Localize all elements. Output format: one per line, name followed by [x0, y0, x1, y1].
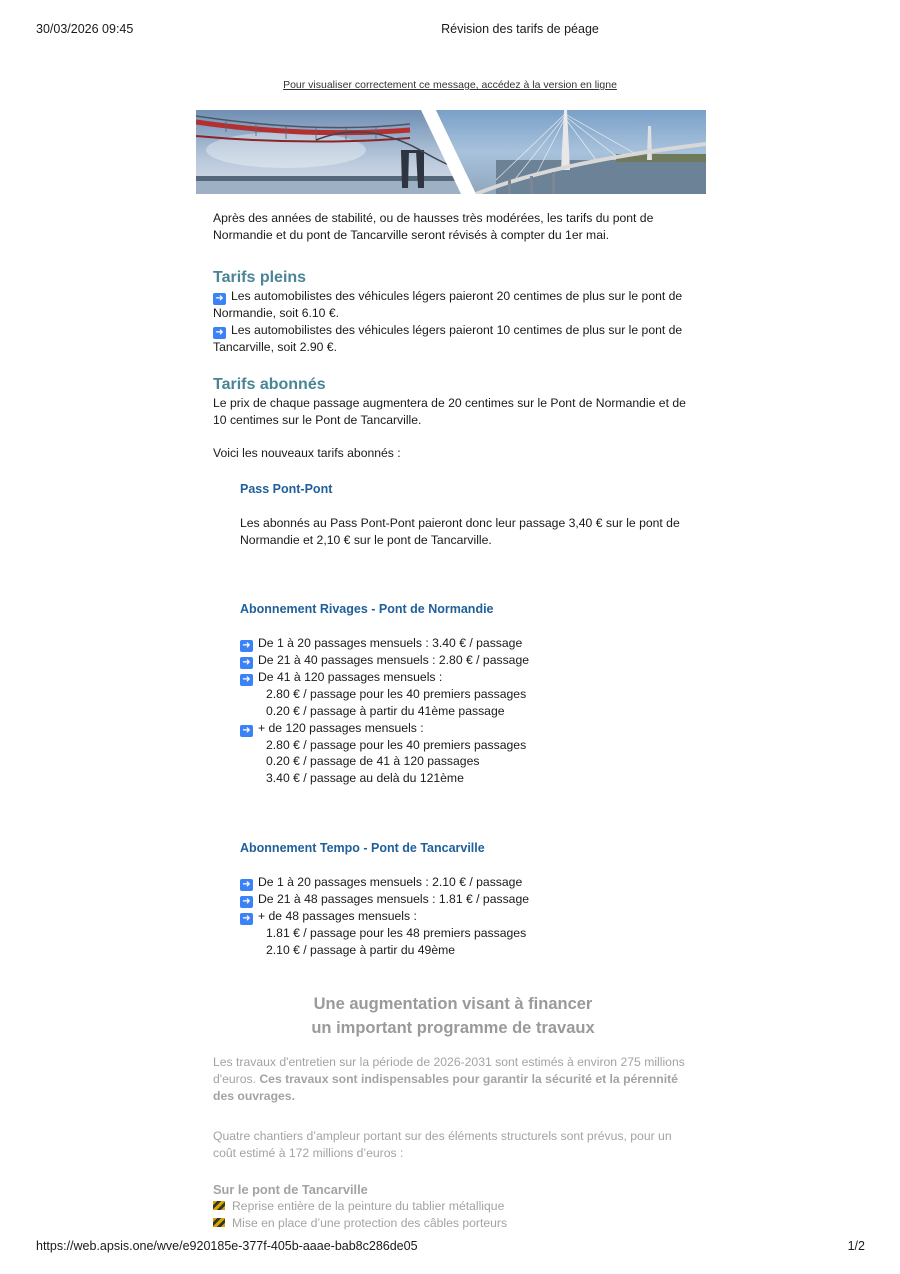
arrow-right-icon: ➜	[240, 725, 253, 737]
tempo-heading: Abonnement Tempo - Pont de Tancarville	[240, 840, 485, 855]
arrow-right-icon: ➜	[213, 293, 226, 305]
pass-pont-text: Les abonnés au Pass Pont-Pont paieront donc leur passage 3,40 € sur le pont de Normandie et 2,10 € sur le pont de Tancarville.	[240, 515, 680, 547]
intro-paragraph: Après des années de stabilité, ou de hausses très modérées, les tarifs du pont de Normandie et du pont de Tancarville seront révisés à compter du 1er mai.	[213, 211, 654, 242]
item-text: Les automobilistes des véhicules légers paieront 20 centimes de plus sur le pont de Normandie, soit 6.10 €.	[213, 289, 683, 321]
email-body	[213, 210, 693, 1232]
item-text: De 21 à 48 passages mensuels : 1.81 € / passage	[258, 891, 530, 906]
arrow-right-icon: ➜	[240, 640, 253, 652]
sub-item: 3.40 € / passage au delà du 121ème	[266, 771, 464, 786]
rivages-list	[240, 635, 693, 787]
item-text: + de 120 passages mensuels :	[258, 720, 424, 735]
list-item	[240, 635, 693, 652]
item-text: Reprise entière de la peinture du tablier métallique	[232, 1199, 505, 1214]
travaux-paragraph	[213, 1054, 693, 1104]
rivages-heading: Abonnement Rivages - Pont de Normandie	[240, 602, 494, 617]
list-item	[240, 652, 693, 669]
item-text: + de 48 passages mensuels :	[258, 908, 417, 923]
arrow-right-icon: ➜	[240, 879, 253, 891]
online-version-link[interactable]: Pour visualiser correctement ce message, accédez à la version en ligne	[283, 79, 617, 91]
tarifs-abonnes-text: Le prix de chaque passage augmentera de 20 centimes sur le Pont de Normandie et de 10 centimes sur le Pont de Tancarville.	[213, 395, 686, 427]
sub-item: 1.81 € / passage pour les 48 premiers passages	[266, 925, 527, 940]
list-item	[240, 908, 693, 925]
tarifs-abonnes-heading: Tarifs abonnés	[213, 375, 326, 393]
list-item	[240, 720, 693, 737]
tempo-list	[240, 874, 693, 958]
item-text: De 1 à 20 passages mensuels : 2.10 € / passage	[258, 874, 523, 889]
list-item	[240, 891, 693, 908]
chantiers-paragraph: Quatre chantiers d’ampleur portant sur des éléments structurels sont prévus, pour un coût estimé à 172 millions d’euros :	[213, 1129, 672, 1161]
sub-item: 2.80 € / passage pour les 40 premiers passages	[266, 737, 527, 752]
sub-item: 2.80 € / passage pour les 40 premiers passages	[266, 687, 527, 702]
list-item	[240, 669, 693, 686]
sub-item: 0.20 € / passage à partir du 41ème passage	[266, 704, 505, 719]
construction-barrier-icon	[213, 1201, 225, 1210]
construction-barrier-icon	[213, 1218, 225, 1227]
item-text: De 1 à 20 passages mensuels : 3.40 € / passage	[258, 636, 523, 651]
tarifs-abonnes-intro: Voici les nouveaux tarifs abonnés :	[213, 446, 401, 461]
tarifs-pleins-heading: Tarifs pleins	[213, 269, 307, 287]
print-date: 30/03/2026 09:45	[36, 22, 134, 36]
arrow-right-icon: ➜	[240, 896, 253, 908]
item-text: De 21 à 40 passages mensuels : 2.80 € / passage	[258, 653, 530, 668]
item-text: Mise en place d’une protection des câbles porteurs	[232, 1216, 508, 1231]
print-url: https://web.apsis.one/wve/e920185e-377f-405b-aaae-bab8c286de05	[36, 1239, 418, 1253]
sub-item: 2.10 € / passage à partir du 49ème	[266, 942, 456, 957]
tancarville-heading: Sur le pont de Tancarville	[213, 1181, 368, 1197]
arrow-right-icon: ➜	[213, 327, 226, 339]
list-item	[240, 874, 693, 891]
page-number: 1/2	[847, 1239, 865, 1253]
list-item	[213, 1215, 693, 1232]
travaux-text: Les travaux d'entretien sur la période de 2026-2031 sont estimés à environ 275 millions d'euros.	[213, 1055, 685, 1086]
arrow-right-icon: ➜	[240, 674, 253, 686]
arrow-right-icon: ➜	[240, 657, 253, 669]
tarifs-pleins-item	[213, 288, 693, 322]
list-item	[213, 1198, 693, 1215]
tarifs-pleins-item	[213, 322, 693, 356]
pass-pont-heading: Pass Pont-Pont	[240, 481, 333, 496]
item-text: De 41 à 120 passages mensuels :	[258, 670, 443, 685]
travaux-bold-text: Ces travaux sont indispensables pour garantir la sécurité et la pérennité des ouvrages.	[213, 1071, 678, 1103]
item-text: Les automobilistes des véhicules légers paieront 10 centimes de plus sur le pont de Tancarville, soit 2.90 €.	[213, 323, 683, 355]
sub-item: 0.20 € / passage de 41 à 120 passages	[266, 754, 480, 769]
banner-image	[196, 110, 706, 194]
print-title: Révision des tarifs de péage	[441, 22, 599, 36]
augmentation-heading-line1: Une augmentation visant à financer	[313, 995, 593, 1014]
augmentation-heading-line2: un important programme de travaux	[311, 1019, 595, 1038]
arrow-right-icon: ➜	[240, 913, 253, 925]
